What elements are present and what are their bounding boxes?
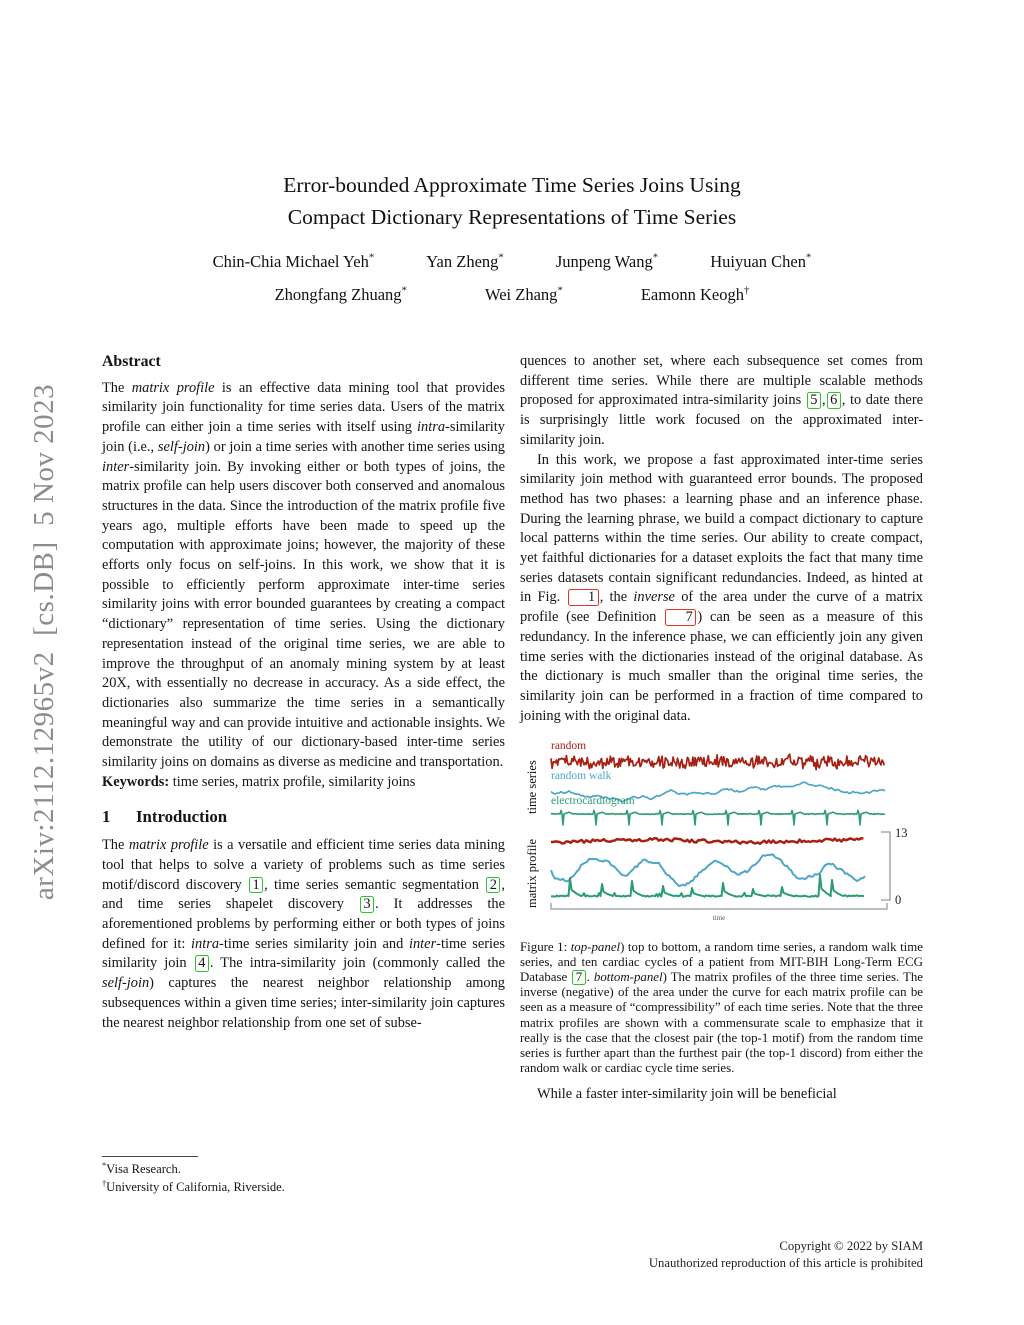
- styled-text: intra: [417, 419, 446, 436]
- author-mark: †: [743, 284, 750, 297]
- series-line-ecg: [551, 811, 885, 826]
- series-label-random: random: [551, 740, 587, 753]
- author-name: Huiyuan Chen*: [710, 251, 812, 271]
- styled-text: inter: [102, 458, 130, 475]
- keywords-label: Keywords:: [102, 773, 170, 790]
- authors-row-1: [0, 252, 1024, 272]
- footnote-rule: [102, 1156, 198, 1157]
- styled-text: bottom-panel: [593, 970, 663, 985]
- series-line-random: [551, 755, 884, 770]
- section-heading-introduction: [102, 807, 505, 827]
- author-name: Yan Zheng*: [426, 251, 504, 271]
- copyright-notice: [520, 1238, 923, 1271]
- citation-ref[interactable]: 1: [568, 589, 599, 605]
- mp-line-random: [551, 839, 863, 845]
- citation-ref[interactable]: 7: [665, 609, 696, 625]
- author-mark: *: [652, 251, 659, 264]
- paper-title: [0, 169, 1024, 233]
- abstract-heading: Abstract: [102, 353, 161, 370]
- left-column: [102, 352, 505, 1033]
- right-column: [520, 352, 923, 1105]
- ylabel-matrix-profile: matrix profile: [525, 839, 539, 909]
- author-mark: *: [368, 251, 375, 264]
- author-name: Zhongfang Zhuang*: [274, 284, 407, 304]
- paper-title-line1: Error-bounded Approximate Time Series Joins Using: [283, 173, 741, 197]
- figure-1: [520, 736, 923, 935]
- abstract-text: The matrix profile is an effective data mining tool that provides similarity join functionality for time series data. Users of the matrix profile can either join a time series with itself using intra-similarity join (i.e., self-join) or join a time series with another time series using inter-similarity join. By invoking either or both types of joins, the matrix profile can help users discover both conserved and anomalous structures in the data. Since the introduction of the matrix profile five years ago, multiple efforts have been made to speed up the computation with approximate joins; however, the majority of these efforts only focus on self-joins. In this work, we show that it is possible to efficiently perform approximate inter-time series similarity joins with error bounded guarantees by creating a compact “dictionary” representation of time series. Using the dictionary representation instead of the original time series, we are able to improve the throughput of an anomaly mining system by at least 20X, with essentially no decrease in accuracy. As a side effect, the dictionaries also summarize the time series in a semantically meaningful way and can provide intuitive and actionable insights. We demonstrate the utility of our dictionary-based inter-time series similarity joins on domains as diverse as medicine and transportation.: [102, 379, 505, 771]
- section-title: Introduction: [136, 807, 228, 827]
- footnote-affiliation-2: †University of California, Riverside.: [102, 1178, 285, 1194]
- time-axis-bracket: [551, 903, 887, 909]
- copyright-line1: Copyright © 2022 by SIAM: [779, 1239, 923, 1253]
- body-paragraph: While a faster inter-similarity join will be beneficial: [537, 1085, 837, 1102]
- citation-ref[interactable]: 3: [360, 896, 374, 912]
- paper-title-line2: Compact Dictionary Representations of Time Series: [287, 205, 737, 229]
- figure-1-chart: [520, 736, 922, 928]
- author-mark: *: [401, 284, 407, 297]
- arxiv-watermark: arXiv:2112.12965v2 [cs.DB] 5 Nov 2023: [28, 383, 60, 901]
- mp-line-random-walk: [551, 855, 865, 887]
- styled-text: matrix profile: [131, 379, 215, 396]
- copyright-line2: Unauthorized reproduction of this article is prohibited: [648, 1255, 923, 1270]
- series-label-electrocardiogram: electrocardiogram: [551, 795, 635, 808]
- citation-ref[interactable]: 4: [195, 955, 209, 971]
- styled-text: inverse: [633, 589, 675, 606]
- styled-text: matrix profile: [128, 837, 209, 854]
- introduction-text: The matrix profile is a versatile and efficient time series data mining tool that helps to solve a variety of problems such as time series motif/discord discovery 1 , time series semantic segmentation 2 , and time series shapelet discovery 3 . It addresses the aforementioned problems by performing either or both types of joins defined for it: intra-time series similarity join and inter-time series similarity join 4 . The intra-similarity join (commonly called the self-join) captures the nearest neighbor relationship among subsequences within a given time series; inter-similarity join captures the nearest neighbor relationship from one set of subse-: [102, 837, 506, 1031]
- ylabel-time-series: time series: [525, 760, 539, 815]
- styled-text: self-join: [102, 975, 150, 992]
- keywords-line: [102, 773, 505, 793]
- authors-row-2: [0, 285, 1024, 305]
- footnote-affiliation-1: *Visa Research.: [102, 1160, 181, 1176]
- author-name: Eamonn Keogh†: [640, 284, 750, 304]
- citation-ref[interactable]: 6: [827, 392, 841, 408]
- author-mark: *: [557, 284, 563, 297]
- styled-text: top-panel: [570, 940, 621, 955]
- body-paragraph: In this work, we propose a fast approximated inter-time series similarity join method with guaranteed error bounds. The proposed method has two phases: a learning phase and an inference phase. During the learning phrase, we build a compact dictionary to capture local patterns within the time series. Our ability to create compact, yet faithful dictionaries for a dataset exploits the fact that many time series datasets contain significant redundancies. Indeed, as hinted at in Fig. 1 , the inverse of the area under the curve of a matrix profile (see Definition 7 ) can be seen as a measure of this redundancy. In the inference phase, we can efficiently join any given time series with the dictionaries instead of the original database. As the dictionary is much smaller than the original time series, the similarity join can be performed in a fraction of time compared to joining with the original data.: [520, 451, 923, 724]
- author-mark: *: [805, 251, 812, 264]
- keywords-text: time series, matrix profile, similarity joins: [169, 773, 416, 790]
- styled-text: self-join: [157, 438, 206, 455]
- figure-1-caption: Figure 1: top-panel) top to bottom, a random time series, a random walk time series, and ten cardiac cycles of a patient from MIT-BIH Long-Term ECG Database 7 . bottom-panel) The matrix profiles of the three time series. The inverse (negative) of the area under the curve for each matrix profile can be seen as a measure of “compressibility” of each time series. Note that the three matrix profiles are shown with a commensurate scale to emphasize that it really is the case that the closest pair (the top-1 motif) from the random time series is further apart than the furthest pair (the top-1 discord) from either the random walk or cardiac cycle time series.: [520, 940, 924, 1075]
- xlabel-time: time: [712, 914, 726, 923]
- mp-line-ecg: [551, 875, 864, 897]
- author-name: Junpeng Wang*: [555, 251, 659, 271]
- citation-ref[interactable]: 7: [572, 970, 585, 985]
- scale-max-label: 13: [895, 826, 908, 841]
- author-mark: *: [498, 251, 504, 264]
- series-label-random-walk: random walk: [551, 770, 612, 783]
- section-number: 1: [102, 807, 111, 827]
- citation-ref[interactable]: 5: [807, 392, 821, 408]
- citation-ref[interactable]: 2: [486, 877, 500, 893]
- citation-ref[interactable]: 1: [249, 877, 263, 893]
- body-paragraph: quences to another set, where each subsequence set comes from different time series. While there are multiple scalable methods proposed for approximated intra-similarity joins 5 , 6 , to date there is surprisingly little work focused on the approximated inter-similarity join.: [520, 353, 923, 448]
- author-name: Wei Zhang*: [484, 284, 563, 304]
- author-name: Chin-Chia Michael Yeh*: [212, 251, 375, 271]
- scale-min-label: 0: [895, 893, 902, 908]
- styled-text: inter: [408, 935, 437, 952]
- styled-text: intra: [191, 935, 220, 952]
- scale-bracket: [881, 832, 890, 900]
- footnotes: [102, 1156, 505, 1196]
